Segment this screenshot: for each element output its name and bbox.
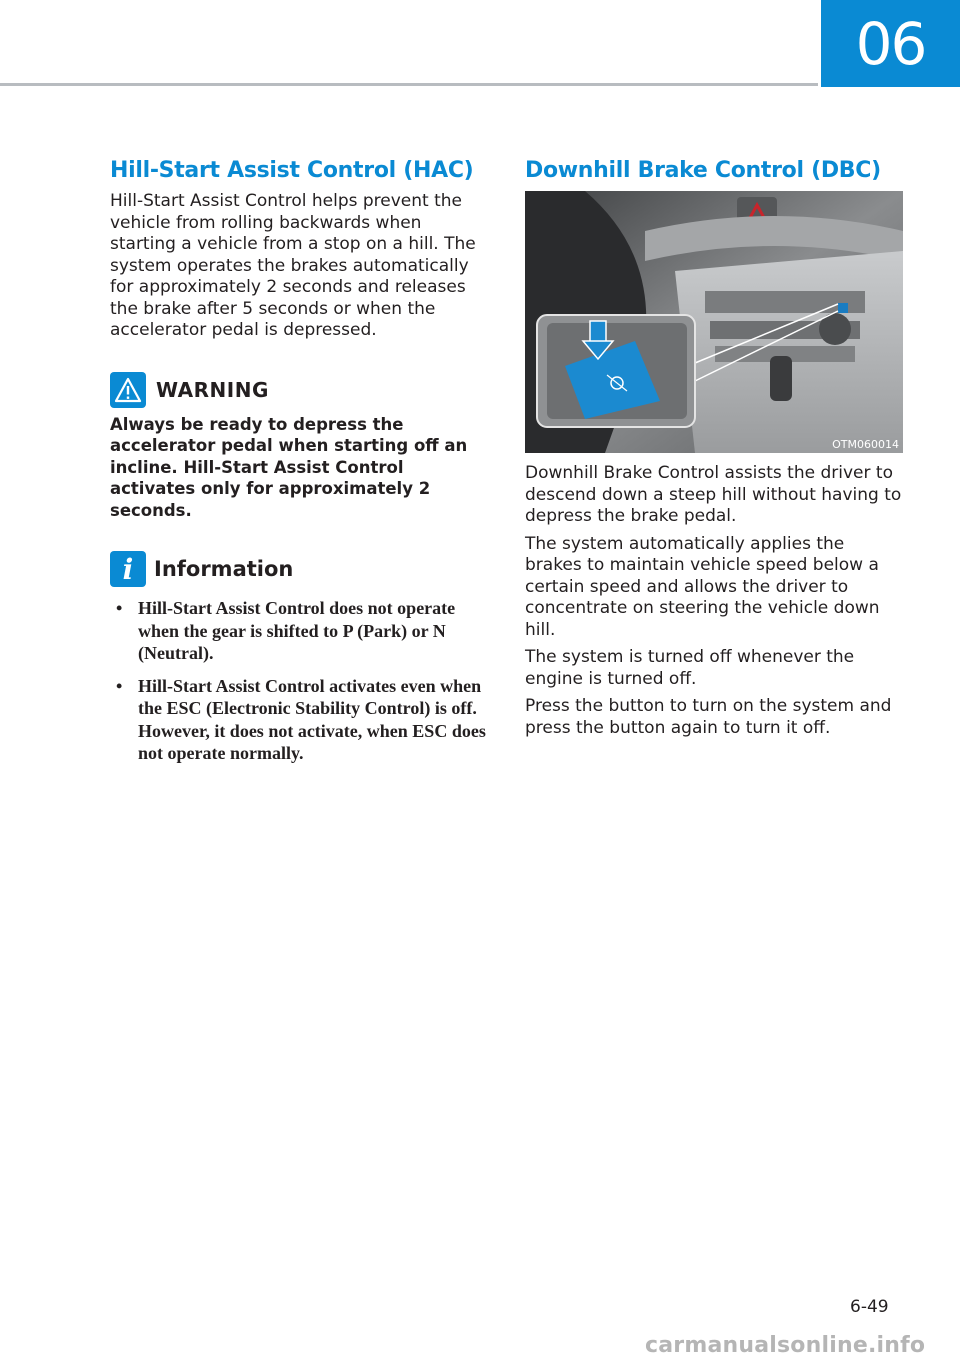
figure-code: OTM060014 [832,438,899,451]
dbc-paragraph-1: Downhill Brake Control assists the driver to descend down a steep hill without having to depress the brake pedal. [525,463,902,526]
hac-title: Hill-Start Assist Control (HAC) [110,158,474,183]
dbc-title: Downhill Brake Control (DBC) [525,158,881,183]
warning-triangle-icon [110,372,146,408]
information-item-1: Hill-Start Assist Control does not operate when the gear is shifted to P (Park) or N (Neutral). [138,598,456,663]
header-rule [0,83,818,86]
dbc-paragraph-2: The system automatically applies the brakes to maintain vehicle speed below a certain speed and allows the driver to concentrate on steering the vehicle down hill. [525,533,880,640]
list-item [110,675,488,765]
dbc-button-figure [525,191,903,453]
hac-body: Hill-Start Assist Control helps prevent the vehicle from rolling backwards when starting a vehicle from a stop on a hill. The system operates the brakes automatically for approximately 2 seconds and releases the brake after 5 seconds or when the accelerator pedal is depressed. [110,191,476,340]
bullet: • [116,598,123,618]
watermark: carmanualsonline.info [645,1333,926,1358]
warning-text: Always be ready to depress the accelerator pedal when starting off an incline. Hill-Start Assist Control activates only for approximately 2 seconds. [110,414,468,520]
dashboard-illustration [525,191,903,453]
right-column [525,158,903,745]
warning-title: WARNING [156,377,269,402]
dbc-paragraph-3: The system is turned off whenever the engine is turned off. [525,647,855,689]
info-icon: i [110,551,146,587]
page-number: 6-49 [850,1297,889,1317]
bullet: • [116,675,123,696]
left-column [110,158,488,775]
information-header [110,551,488,587]
warning-header [110,372,488,408]
dbc-paragraph-4: Press the button to turn on the system and press the button again to turn it off. [525,696,892,738]
chapter-number: 06 [821,0,960,87]
list-item [110,597,488,665]
dbc-body [525,463,903,739]
information-list [110,597,488,765]
information-item-2: Hill-Start Assist Control activates even when the ESC (Electronic Stability Control) is off. However, it does not activate, when ESC does not operate normally. [138,675,486,763]
information-title: Information [154,557,294,581]
